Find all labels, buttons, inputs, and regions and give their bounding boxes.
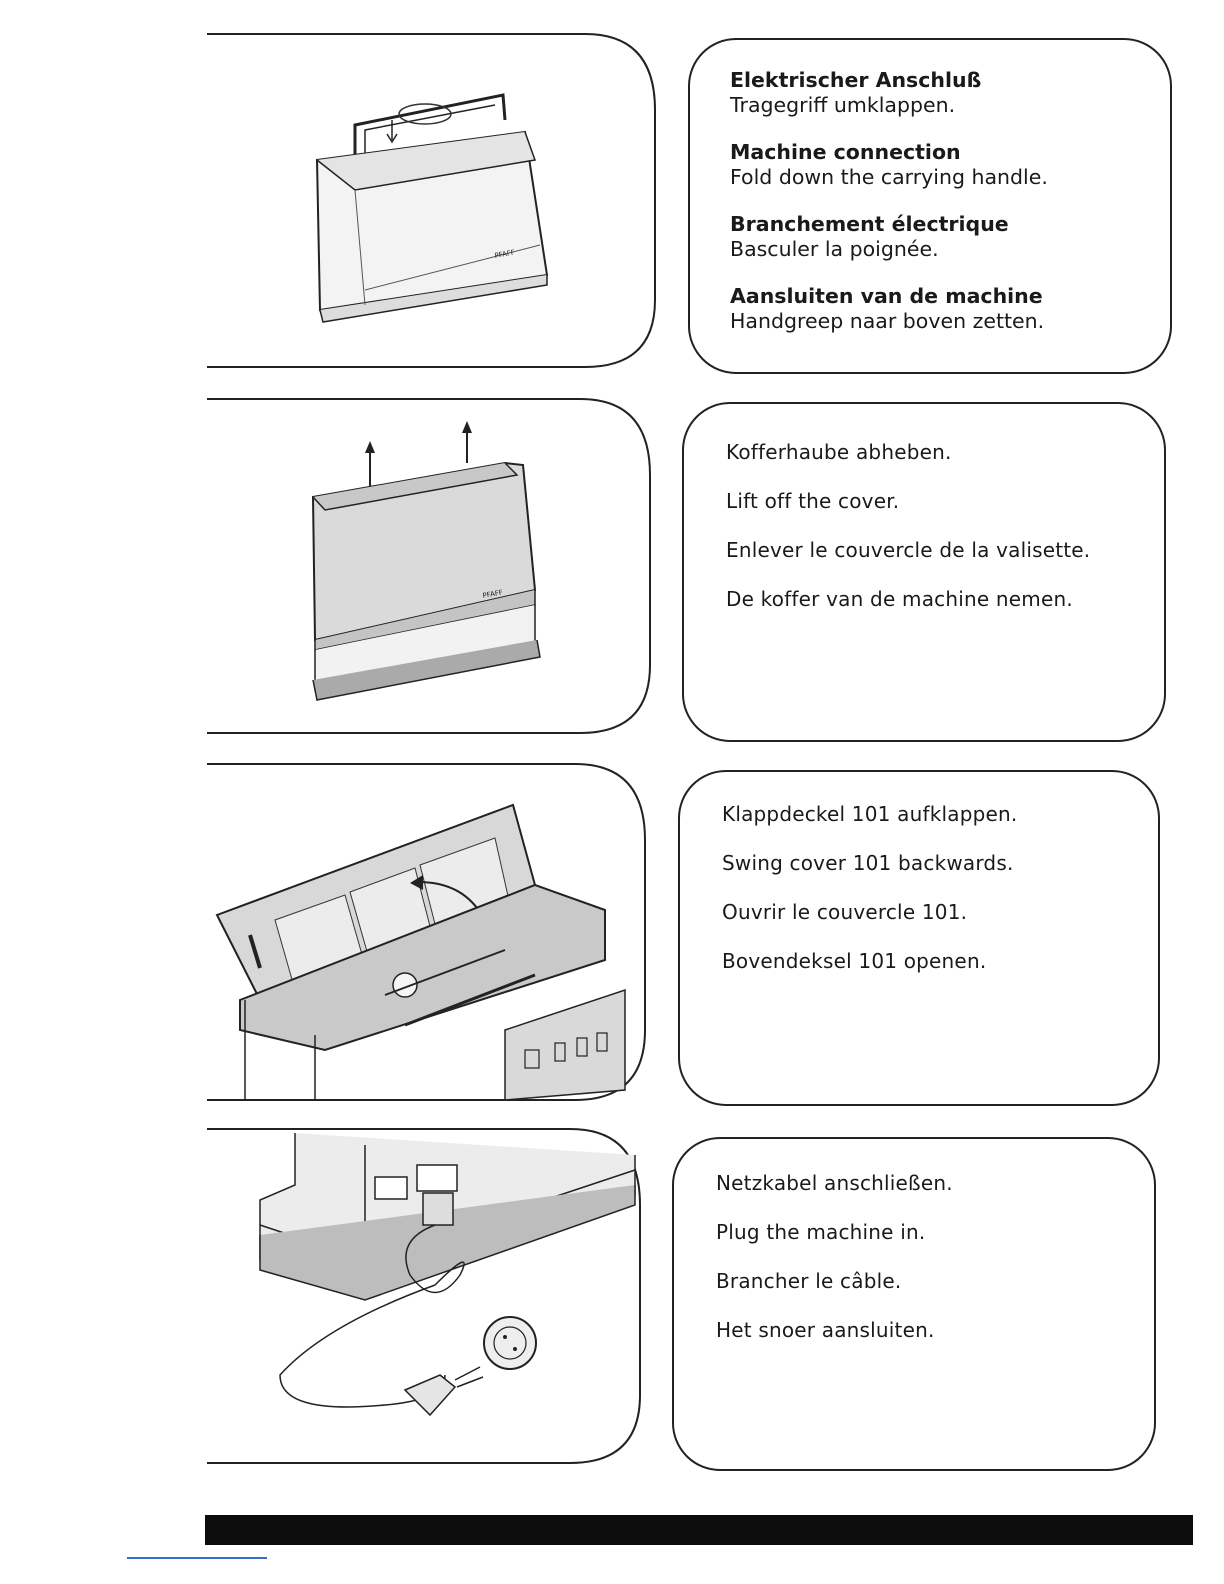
brand-label-2: PFAFF — [481, 588, 504, 600]
text-en: Plug the machine in. — [716, 1220, 926, 1244]
text-de: Klappdeckel 101 aufklappen. — [722, 802, 1018, 826]
image-panel-swing-cover — [205, 760, 650, 1105]
text-fr: Ouvrir le couvercle 101. — [722, 900, 968, 924]
power-plug-illustration — [205, 1125, 645, 1470]
brand-label: PFAFF — [493, 248, 516, 260]
section-nl — [730, 284, 1150, 334]
text-fr: Brancher le câble. — [716, 1269, 902, 1293]
instruction-box-swing-cover — [678, 770, 1160, 1106]
text-de: Tragegriff umklappen. — [730, 93, 956, 117]
text-de: Netzkabel anschließen. — [716, 1171, 953, 1195]
footer-bar — [205, 1515, 1193, 1545]
heading-de: Elektrischer Anschluß — [730, 68, 982, 92]
instruction-box-plug-in — [672, 1137, 1156, 1471]
text-nl: Bovendeksel 101 openen. — [722, 949, 987, 973]
heading-en: Machine connection — [730, 140, 961, 164]
heading-nl: Aansluiten van de machine — [730, 284, 1043, 308]
instruction-box-lift-cover — [682, 402, 1166, 742]
cover-lift-illustration — [205, 395, 655, 740]
image-panel-case-handle — [205, 30, 660, 375]
image-panel-lift-cover — [205, 395, 655, 740]
section-de — [730, 68, 1150, 118]
text-nl: Het snoer aansluiten. — [716, 1318, 935, 1342]
sewing-case-illustration — [205, 30, 660, 375]
text-fr: Basculer la poignée. — [730, 237, 939, 261]
image-panel-plug-in — [205, 1125, 645, 1470]
footer-underline — [127, 1557, 267, 1559]
instruction-box-connection — [688, 38, 1172, 374]
heading-fr: Branchement électrique — [730, 212, 1009, 236]
text-nl: Handgreep naar boven zetten. — [730, 309, 1045, 333]
text-nl: De koffer van de machine nemen. — [726, 587, 1073, 611]
text-fr: Enlever le couvercle de la valisette. — [726, 538, 1091, 562]
text-en: Swing cover 101 backwards. — [722, 851, 1014, 875]
text-en: Lift off the cover. — [726, 489, 900, 513]
section-en — [730, 140, 1150, 190]
text-en: Fold down the carrying handle. — [730, 165, 1048, 189]
open-cover-illustration — [205, 760, 650, 1105]
section-fr — [730, 212, 1150, 262]
text-de: Kofferhaube abheben. — [726, 440, 952, 464]
